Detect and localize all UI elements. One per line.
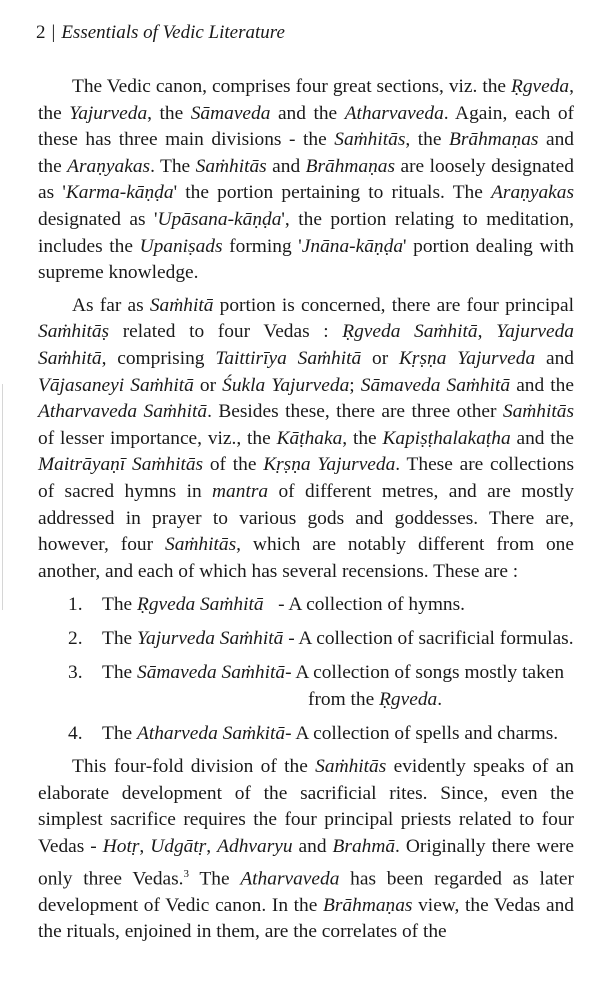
- samhita-list: [38, 591, 574, 747]
- book-title: Essentials of Vedic Literature: [61, 22, 285, 43]
- list-item: 4. The Atharveda Saṁkitā- A collection of spells and charms.: [68, 723, 559, 745]
- page-number: 2: [36, 22, 46, 43]
- body-text: [38, 74, 574, 952]
- header-separator: |: [51, 22, 56, 43]
- list-item: 3. The Sāmaveda Saṁhitā- A collection of songs mostly taken from the Ṛgveda.: [38, 659, 574, 713]
- paragraph-2: As far as Saṁhitā portion is concerned, there are four principal Saṁhitāṣ related to four Vedas : Ṛgveda Saṁhitā, Yajurveda Saṁhitā, comprising Taittirīya Saṁhitā or Kṛṣṇa Yajurveda and Vājasaneyi Saṁhitā or Śukla Yajurveda; Sāmaveda Saṁhitā and the Atharvaveda Saṁhitā. Besides these, there are three other Saṁhitās of lesser importance, viz., the Kāṭhaka, the Kapiṣṭhalakaṭha and the Maitrāyaṇī Saṁhitās of the Kṛṣṇa Yajurveda. These are collections of sacred hymns in mantra of different metres, and are mostly addressed in prayer to various gods and goddesses. There are, however, four Saṁhitās, which are notably different from one another, and each of which has several recensions. These are :: [38, 294, 575, 582]
- list-item-continuation: from the Ṛgveda.: [308, 689, 443, 711]
- running-header: [36, 20, 285, 46]
- paragraph-3: This four-fold division of the Saṁhitās evidently speaks of an elaborate development of the sacrificial rites. Since, even the simplest sacrifice requires the four principal priests related to four Vedas - Hotṛ, Udgātṛ, Adhvaryu and Brahmā. Originally there were only three Vedas.$^3$ The Atharvaveda has been regarded as later development of Vedic canon. In the Brāhmaṇas view, the Vedas and the rituals, enjoined in them, are the correlates of the: [38, 756, 575, 943]
- margin-rule: [2, 384, 3, 610]
- list-item: 2. The Yajurveda Saṁhitā - A collection of sacrificial formulas.: [68, 628, 574, 650]
- paragraph-1: The Vedic canon, comprises four great sections, viz. the Ṛgveda, the Yajurveda, the Sāmaveda and the Atharvaveda. Again, each of these has three main divisions - the Saṁhitās, the Brāhmaṇas and the Araṇyakas. The Saṁhitās and Brāhmaṇas are loosely designated as 'Karma-kāṇḍa' the portion pertaining to rituals. The Araṇyakas designated as 'Upāsana-kāṇḍa', the portion relating to meditation, includes the Upaniṣads forming 'Jnāna-kāṇḍa' portion dealing with supreme knowledge.: [38, 76, 574, 284]
- list-item: 1. The Ṛgveda Saṁhitā - A collection of hymns.: [68, 594, 465, 616]
- footnote-marker: 3: [183, 867, 190, 880]
